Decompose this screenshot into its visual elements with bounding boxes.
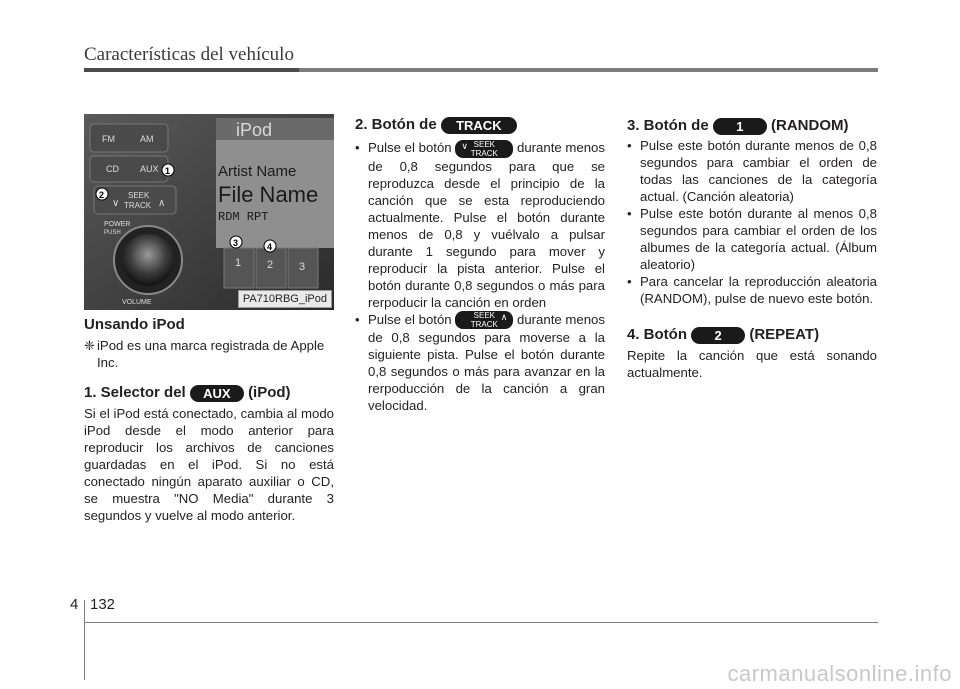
sec1-text: Si el iPod está conectado, cambia al modo iPod desde el modo anterior para reproducir los archivos de canciones guardadas en el iPod. Si no está conectado ningún aparato auxiliar o CD, se muestra "NO Media" durante 3 segundos y vuelve al modo anterior. [84,406,334,523]
sec1-prefix: 1. Selector del [84,384,186,401]
heading-selector-aux [84,384,291,402]
preset-1: 1 [235,257,242,269]
callout-4: 4 [267,242,273,252]
note-text: iPod es una marca registrada de Apple Inc. [97,338,325,370]
push-label: PUSH [104,230,121,236]
b1-lead: Pulse el botón [368,140,452,155]
note-symbol: ❈ [84,338,96,353]
btn-aux: AUX [140,164,159,174]
note-ipod-trademark [84,337,334,371]
btn-seek: SEEK [128,191,150,200]
track-badge: TRACK [441,117,517,134]
heading-boton-track [355,116,517,134]
seek-label-bottom-2: TRACK [470,320,498,330]
random-bullet-3: • Para cancelar la reproducción aleatoria (RANDOM), pulse de nuevo este botón. [627,273,877,307]
volume-label: VOLUME [122,299,152,306]
track-bullet-1 [355,139,605,311]
random-bullet-1: • Pulse este botón durante menos de 0,8 segundos para cambiar el orden de todas las canciones de la categoría actual. (Canción aleatoria) [627,137,877,205]
b2-rest: durante menos de 0,8 segundos para moverse a la siguiente pista. Pulse el botón durante 0,8 segundos o más para avanzar en la rerpoducción de la canción a gran velocidad. [368,311,605,414]
preset-3: 3 [299,261,306,273]
sec1-suffix: (iPod) [248,384,291,401]
section-header: Características del vehículo [84,44,294,65]
random-bullet-2: • Pulse este botón durante al menos 0,8 segundos para cambiar el orden de los albumes de la categoría actual. (Álbum aleatorio) [627,205,877,273]
preset-2: 2 [267,259,274,271]
sec3-suffix: (RANDOM) [771,117,849,134]
b2-lead: Pulse el botón [368,311,452,327]
svg-text:∧: ∧ [158,198,166,209]
seek-track-down-badge: ∨ SEEK TRACK [455,140,513,158]
header-rule-accent [84,68,299,72]
track-bullet-2 [355,311,605,415]
callout-3: 3 [233,238,239,248]
display-brand: iPod [236,120,273,140]
heading-boton-random [627,117,849,135]
btn-cd: CD [106,164,119,174]
footer-rule [84,622,878,623]
display-file: File Name [218,182,319,207]
chapter-number: 4 [70,596,79,613]
b1-rest: durante menos de 0,8 segundos para que se reproduzca desde el principio de la canción que se esta reproduciendo actualmente. Pulse el botón durante menos de 0,8 y vuélvalo a pulsar durante 1 segundo para mover y reproducir la pista anterior. Pulse el botón durante 0,8 segundos o más para rerpoducir la canción en orden [368,140,605,310]
sec3-prefix: 3. Botón de [627,117,709,134]
seek-label-bottom: TRACK [470,148,498,158]
seek-track-up-badge: ∧ SEEK TRACK [455,311,513,329]
seek-label-top: SEEK [473,139,495,149]
power-label: POWER [104,221,131,228]
sec4-suffix: (REPEAT) [749,326,820,343]
callout-2: 2 [99,190,105,200]
display-mode: RDM RPT [218,210,269,224]
preset-2-badge: 2 [691,327,745,344]
page-number: 132 [90,596,116,613]
ipod-headunit-photo [84,114,334,310]
heading-boton-repeat [627,326,819,344]
watermark: carmanualsonline.info [727,661,952,686]
heading-usando-ipod: Unsando iPod [84,316,185,333]
btn-track: TRACK [124,201,152,210]
btn-fm: FM [102,134,115,144]
photo-caption: PA710RBG_iPod [238,290,332,308]
preset-1-badge: 1 [713,118,767,135]
aux-badge: AUX [190,385,244,402]
sec4-text: Repite la canción que está sonando actualmente. [627,348,877,380]
seek-label-top-2: SEEK [473,311,495,321]
display-artist: Artist Name [218,163,297,180]
sec2-prefix: 2. Botón de [355,116,437,133]
footer-divider [84,600,85,680]
btn-am: AM [140,134,154,144]
random-bullets [627,137,877,307]
track-bullets [355,139,605,414]
sec4-prefix: 4. Botón [627,326,687,343]
callout-1: 1 [165,166,171,176]
svg-text:∨: ∨ [112,198,120,209]
